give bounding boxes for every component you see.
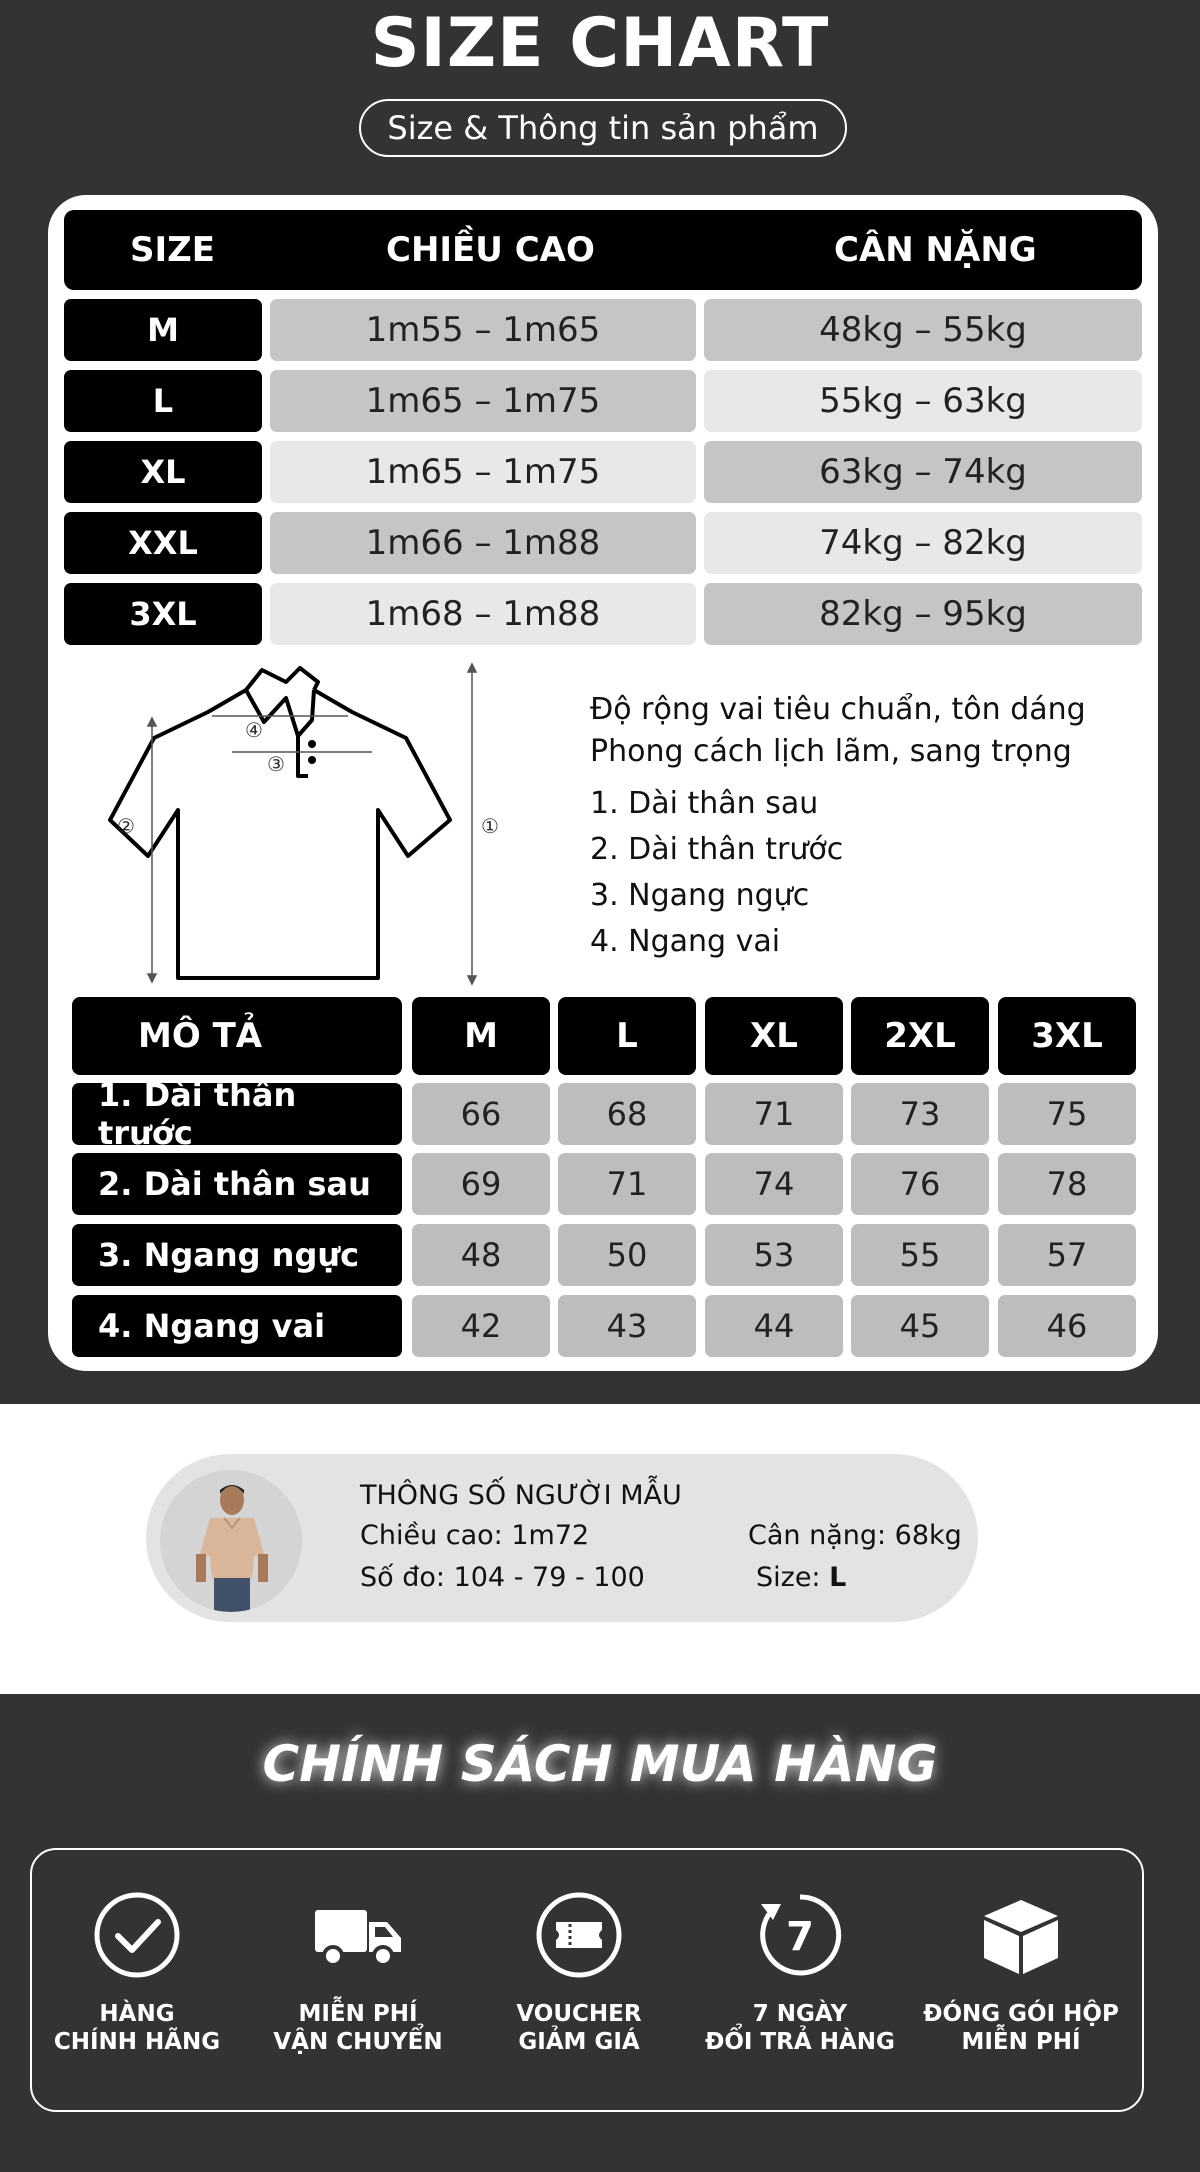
return-icon-number: 7 bbox=[786, 1914, 814, 1960]
measure-row-label: 4. Ngang vai bbox=[72, 1295, 402, 1357]
polo-shirt-diagram bbox=[108, 660, 508, 990]
height-cell: 1m66 – 1m88 bbox=[270, 512, 696, 574]
subtitle-badge: Size & Thông tin sản phẩm bbox=[359, 99, 847, 157]
model-size-value: L bbox=[829, 1562, 847, 1593]
weight-cell: 63kg – 74kg bbox=[704, 441, 1142, 503]
model-photo bbox=[160, 1470, 302, 1612]
size-table-header bbox=[64, 210, 1142, 290]
marker-2: ② bbox=[117, 814, 135, 838]
measure-cell: 46 bbox=[998, 1295, 1136, 1357]
marker-3: ③ bbox=[267, 752, 285, 776]
weight-cell: 82kg – 95kg bbox=[704, 583, 1142, 645]
measure-row-label: 3. Ngang ngực bbox=[72, 1224, 402, 1286]
model-weight: Cân nặng: 68kg bbox=[748, 1520, 962, 1551]
desc-item: 2. Dài thân trước bbox=[590, 832, 844, 867]
measure-cell: 73 bbox=[851, 1083, 989, 1145]
policy-item-voucher bbox=[464, 1890, 694, 2056]
header-size: SIZE bbox=[130, 230, 216, 270]
marker-1: ① bbox=[481, 814, 499, 838]
voucher-ticket-icon bbox=[534, 1890, 624, 1980]
measure-cell: 42 bbox=[412, 1295, 550, 1357]
measure-cell: 71 bbox=[705, 1083, 843, 1145]
policy-label: 7 NGÀY ĐỔI TRẢ HÀNG bbox=[705, 2001, 895, 2055]
height-cell: 1m55 – 1m65 bbox=[270, 299, 696, 361]
measure-cell: 78 bbox=[998, 1153, 1136, 1215]
size-label: L bbox=[64, 370, 262, 432]
policy-label: VOUCHER GIẢM GIÁ bbox=[516, 2001, 642, 2055]
check-circle-icon bbox=[92, 1890, 182, 1980]
desc-item: 4. Ngang vai bbox=[590, 924, 781, 959]
weight-cell: 48kg – 55kg bbox=[704, 299, 1142, 361]
measure-cell: 53 bbox=[705, 1224, 843, 1286]
measure-header-size: 3XL bbox=[998, 997, 1136, 1075]
measure-cell: 50 bbox=[558, 1224, 696, 1286]
weight-cell: 55kg – 63kg bbox=[704, 370, 1142, 432]
policy-label: ĐÓNG GÓI HỘP MIỄN PHÍ bbox=[923, 2001, 1119, 2055]
measure-header-size: L bbox=[558, 997, 696, 1075]
page-title: SIZE CHART bbox=[370, 4, 830, 83]
header-height: CHIỀU CAO bbox=[386, 230, 595, 270]
measure-cell: 55 bbox=[851, 1224, 989, 1286]
size-label: XXL bbox=[64, 512, 262, 574]
delivery-truck-icon bbox=[313, 1890, 403, 1980]
height-cell: 1m68 – 1m88 bbox=[270, 583, 696, 645]
gift-box-icon bbox=[976, 1890, 1066, 1980]
measure-cell: 76 bbox=[851, 1153, 989, 1215]
desc-line: Phong cách lịch lãm, sang trọng bbox=[590, 734, 1072, 769]
desc-line: Độ rộng vai tiêu chuẩn, tôn dáng bbox=[590, 692, 1086, 727]
size-label: M bbox=[64, 299, 262, 361]
measure-header-size: 2XL bbox=[851, 997, 989, 1075]
policy-item-authentic bbox=[22, 1890, 252, 2056]
marker-4: ④ bbox=[245, 718, 263, 742]
height-cell: 1m65 – 1m75 bbox=[270, 370, 696, 432]
policy-item-return bbox=[685, 1890, 915, 2056]
header-weight: CÂN NẶNG bbox=[834, 230, 1037, 270]
model-title: THÔNG SỐ NGƯỜI MẪU bbox=[360, 1480, 682, 1511]
measure-row-label: 2. Dài thân sau bbox=[72, 1153, 402, 1215]
height-cell: 1m65 – 1m75 bbox=[270, 441, 696, 503]
measure-row-label: 1. Dài thân trước bbox=[72, 1083, 402, 1145]
measure-cell: 45 bbox=[851, 1295, 989, 1357]
policy-item-gift-box bbox=[906, 1890, 1136, 2056]
measure-header-desc: MÔ TẢ bbox=[72, 997, 402, 1075]
model-measurements: Số đo: 104 - 79 - 100 bbox=[360, 1562, 645, 1593]
seven-day-return-icon bbox=[755, 1890, 845, 1980]
model-height: Chiều cao: 1m72 bbox=[360, 1520, 590, 1551]
weight-cell: 74kg – 82kg bbox=[704, 512, 1142, 574]
policy-item-free-shipping bbox=[243, 1890, 473, 2056]
measure-cell: 66 bbox=[412, 1083, 550, 1145]
measure-cell: 48 bbox=[412, 1224, 550, 1286]
measure-cell: 68 bbox=[558, 1083, 696, 1145]
size-label: 3XL bbox=[64, 583, 262, 645]
measure-cell: 75 bbox=[998, 1083, 1136, 1145]
measure-cell: 43 bbox=[558, 1295, 696, 1357]
measure-cell: 69 bbox=[412, 1153, 550, 1215]
desc-item: 1. Dài thân sau bbox=[590, 786, 819, 821]
size-label: XL bbox=[64, 441, 262, 503]
measure-header-size: M bbox=[412, 997, 550, 1075]
measure-cell: 57 bbox=[998, 1224, 1136, 1286]
measure-cell: 74 bbox=[705, 1153, 843, 1215]
policy-label: HÀNG CHÍNH HÃNG bbox=[53, 2001, 221, 2055]
model-size-label: Size: bbox=[756, 1562, 830, 1593]
model-size bbox=[756, 1562, 846, 1593]
policy-title: CHÍNH SÁCH MUA HÀNG bbox=[262, 1735, 938, 1793]
measure-cell: 44 bbox=[705, 1295, 843, 1357]
measure-cell: 71 bbox=[558, 1153, 696, 1215]
desc-item: 3. Ngang ngực bbox=[590, 878, 810, 913]
policy-label: MIỄN PHÍ VẬN CHUYỂN bbox=[273, 2001, 443, 2055]
measure-header-size: XL bbox=[705, 997, 843, 1075]
